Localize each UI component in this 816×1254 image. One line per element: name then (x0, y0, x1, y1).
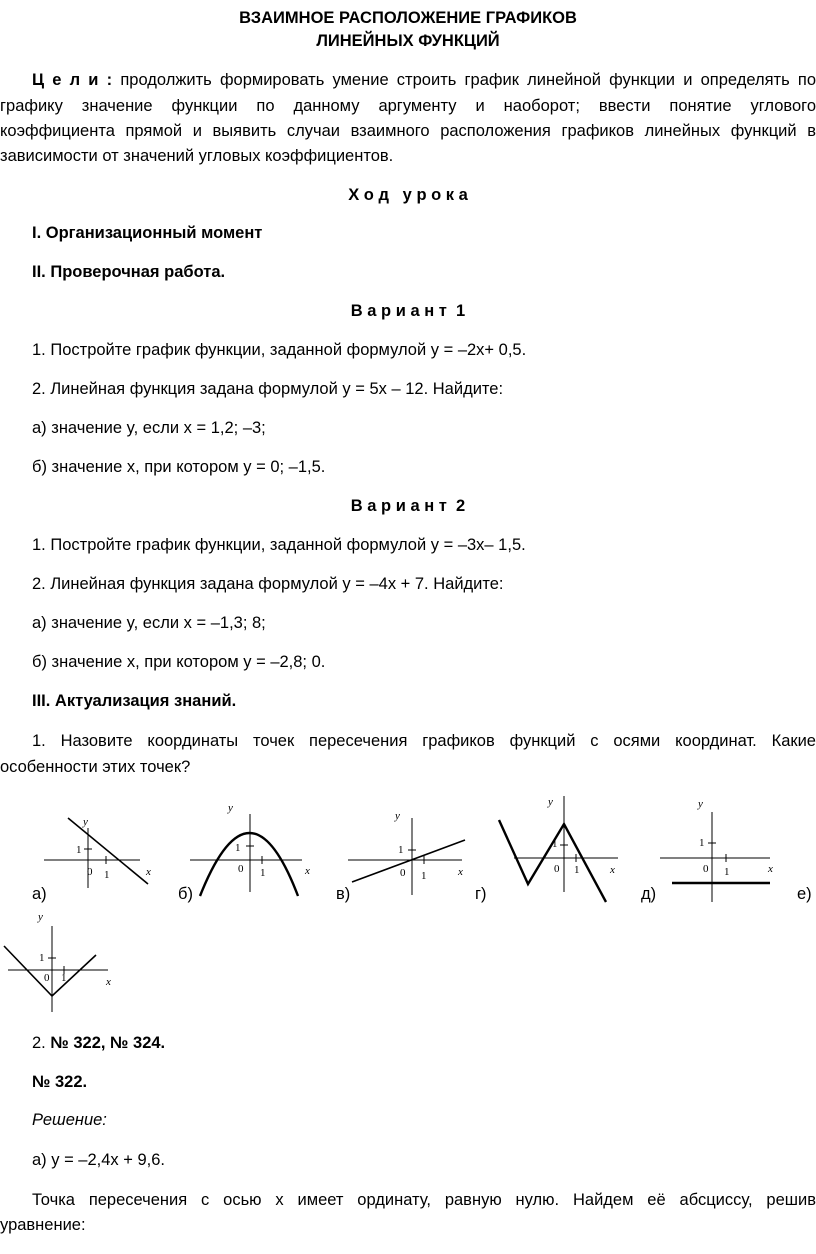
variant2-task2b: б) значение x, при котором y = –2,8; 0. (32, 653, 326, 671)
task2-numbers: № 322, № 324. (50, 1034, 166, 1052)
graph-label-a: а) (32, 885, 47, 903)
variant1-task2a: а) значение y, если x = 1,2; –3; (32, 419, 266, 437)
goals-line4: зависимости от значений угловых коэффициентов. (0, 147, 394, 165)
graph-d (499, 796, 618, 902)
graph-e (660, 812, 770, 902)
graph-d-one-x: 1 (574, 864, 580, 876)
graph-b-x: x (305, 865, 310, 877)
graph-b-zero: 0 (238, 863, 244, 875)
graph-c (348, 818, 465, 895)
v1-t1-formula: y = –2x+ 0,5. (430, 341, 527, 359)
v2-t2-text: 2. Линейная функция задана формулой (32, 575, 343, 593)
graph-e-zero: 0 (703, 863, 709, 875)
solution-a: а) y = –2,4x + 9,6. (32, 1151, 165, 1169)
graph-d-y: y (548, 796, 553, 808)
graph-c-one-x: 1 (421, 870, 427, 882)
section-org: I. Организационный момент (32, 224, 263, 242)
graph-label-f: е) (797, 885, 812, 903)
task322-heading: № 322. (32, 1073, 88, 1091)
graph-d-zero: 0 (554, 863, 560, 875)
graph-e-x: x (768, 863, 773, 875)
graph-e-one-x: 1 (724, 866, 730, 878)
lesson-heading: Х о д у р о к а (348, 186, 468, 204)
v1-t1-text: 1. Постройте график функции, заданной формулой (32, 341, 431, 359)
graph-a (44, 818, 148, 888)
solution-label: Решение: (32, 1111, 107, 1129)
doc-title-line1: ВЗАИМНОЕ РАСПОЛОЖЕНИЕ ГРАФИКОВ (239, 9, 577, 27)
goals-line2: графику значение функции по данному аргументу и наоборот; ввести понятие углового (0, 97, 816, 115)
goals-label: Ц е л и : (32, 71, 113, 89)
paragraph-line2: уравнение: (0, 1216, 86, 1234)
doc-title-line2: ЛИНЕЙНЫХ ФУНКЦИЙ (316, 32, 500, 50)
variant1-heading: В а р и а н т 1 (350, 302, 466, 320)
question1-line2: особенности этих точек? (0, 758, 191, 776)
question1-line1: 1. Назовите координаты точек пересечения графиков функций с осями координат. Какие (32, 732, 816, 750)
section-actualization: III. Актуализация знаний. (32, 692, 237, 710)
graph-b-one-y: 1 (235, 842, 241, 854)
graph-f-zero: 0 (44, 972, 50, 984)
graph-b-one-x: 1 (260, 867, 266, 879)
graph-c-x: x (458, 866, 463, 878)
task2-line (0, 1033, 816, 1053)
variant2-heading: В а р и а н т 2 (350, 497, 466, 515)
graph-b-y: y (228, 802, 233, 814)
goals-text1: продолжить формировать умение строить график линейной функции и определять по (120, 71, 816, 89)
paragraph-line1: Точка пересечения с осью x имеет ординату, равную нулю. Найдем её абсциссу, решив (32, 1191, 816, 1209)
graph-a-x: x (146, 866, 151, 878)
variant2-task2a: а) значение y, если x = –1,3; 8; (32, 614, 266, 632)
task2-number: 2. (32, 1034, 51, 1052)
v2-t1-text: 1. Постройте график функции, заданной формулой (32, 536, 431, 554)
graph-d-x: x (610, 864, 615, 876)
graph-label-b: б) (178, 885, 193, 903)
graph-a-one-x: 1 (104, 869, 110, 881)
v1-t2-text: 2. Линейная функция задана формулой (32, 380, 343, 398)
v2-t1-formula: y = –3x– 1,5. (430, 536, 526, 554)
section-check: II. Проверочная работа. (32, 263, 226, 281)
graph-f-one-x: 1 (61, 972, 67, 984)
variant1-task2b: б) значение x, при котором y = 0; –1,5. (32, 458, 326, 476)
graph-b (190, 814, 302, 896)
graph-label-c: в) (336, 885, 351, 903)
graph-e-y: y (698, 798, 703, 810)
graph-a-y: y (83, 816, 88, 828)
graph-c-one-y: 1 (398, 844, 404, 856)
v1-t2-formula: y = 5x – 12. Найдите: (342, 380, 504, 398)
graph-e-one-y: 1 (699, 837, 705, 849)
graph-f-x: x (106, 976, 111, 988)
graph-c-y: y (395, 810, 400, 822)
graph-f-one-y: 1 (39, 952, 45, 964)
graph-d-one-y: 1 (552, 838, 558, 850)
graph-label-e: д) (641, 885, 657, 903)
graph-c-zero: 0 (400, 867, 406, 879)
graph-a-one-y: 1 (76, 844, 82, 856)
goals-line3: коэффициента прямой и выявить случаи взаимного расположения графиков линейных функций в (0, 122, 816, 140)
v2-t2-formula: y = –4x + 7. Найдите: (342, 575, 504, 593)
graph-f-y: y (38, 911, 43, 923)
graph-label-d: г) (475, 885, 487, 903)
graph-a-zero: 0 (87, 866, 93, 878)
graph-f (4, 926, 108, 1012)
